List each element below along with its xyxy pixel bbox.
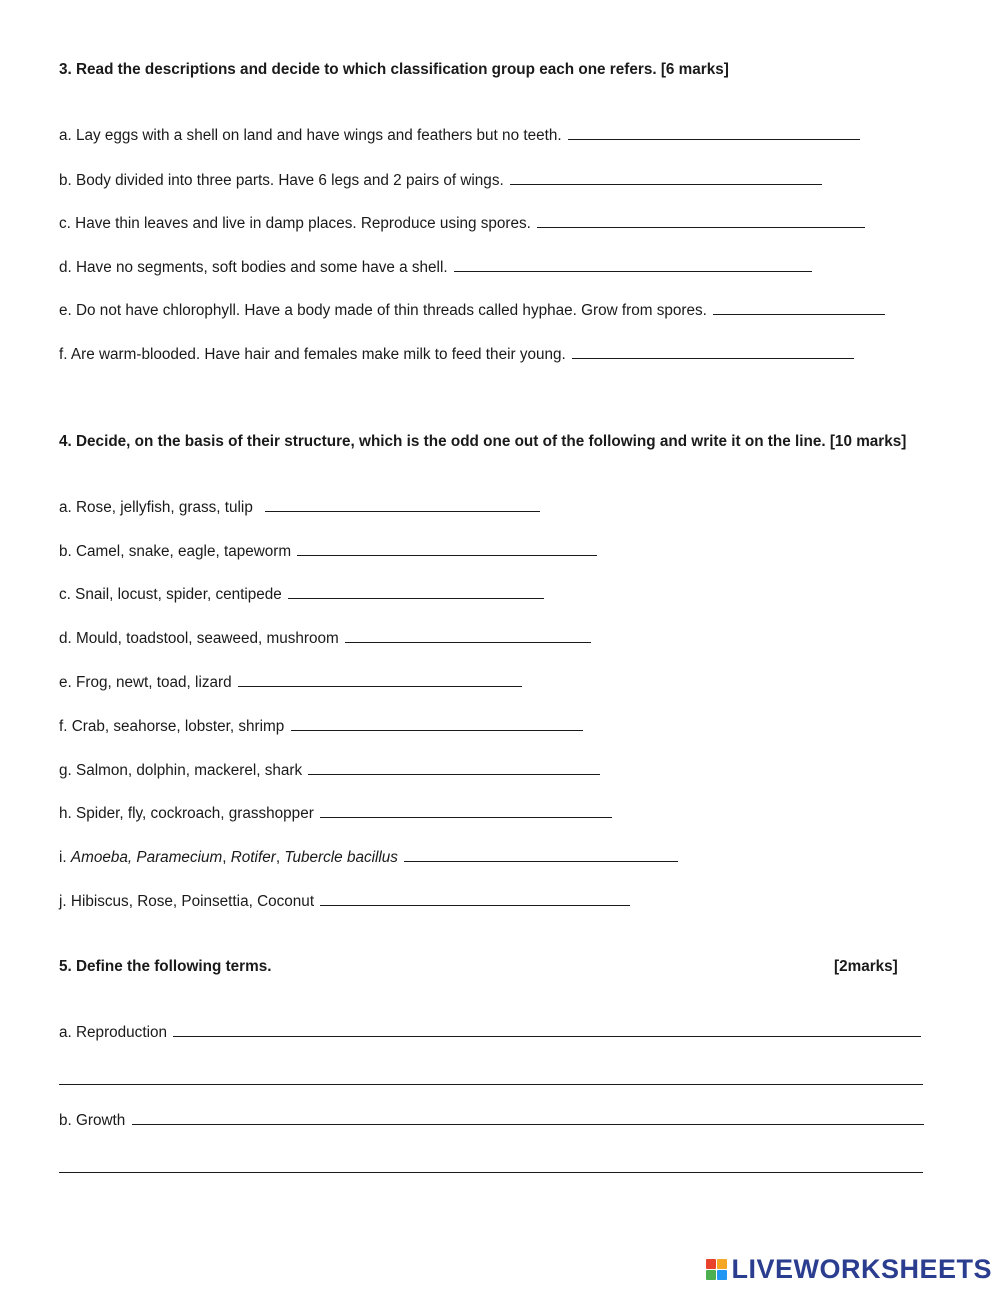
q3-item-c xyxy=(59,213,865,234)
logo-blocks-icon xyxy=(706,1259,727,1280)
q4-answer-b[interactable] xyxy=(297,541,597,556)
q4-item-i xyxy=(59,847,678,868)
q4-answer-d[interactable] xyxy=(345,628,591,643)
q4-item-e-text: e. Frog, newt, toad, lizard xyxy=(59,674,232,691)
q3-item-f-text: f. Are warm-blooded. Have hair and females make milk to feed their young. xyxy=(59,346,566,363)
q3-item-a xyxy=(59,125,860,146)
q4-item-a-text: a. Rose, jellyfish, grass, tulip xyxy=(59,499,253,516)
q4-item-f-text: f. Crab, seahorse, lobster, shrimp xyxy=(59,718,285,735)
q4-item-e xyxy=(59,672,522,693)
logo-block xyxy=(717,1259,727,1269)
q5-answer-a-line1[interactable] xyxy=(173,1022,921,1037)
q3-item-b-text: b. Body divided into three parts. Have 6 legs and 2 pairs of wings. xyxy=(59,172,504,189)
q3-answer-b[interactable] xyxy=(510,170,822,185)
q3-item-b xyxy=(59,170,822,191)
q4-item-i-organisms-1: Amoeba, Paramecium xyxy=(70,849,223,866)
q3-item-d-text: d. Have no segments, soft bodies and some have a shell. xyxy=(59,259,448,276)
q4-item-j-text: j. Hibiscus, Rose, Poinsettia, Coconut xyxy=(59,893,315,910)
q5-item-b xyxy=(59,1110,924,1131)
q4-item-i-sep-2: , xyxy=(275,849,285,866)
q4-item-i-label: i. xyxy=(59,849,71,866)
q3-item-a-text: a. Lay eggs with a shell on land and have wings and feathers but no teeth. xyxy=(59,127,562,144)
q3-item-c-text: c. Have thin leaves and live in damp places. Reproduce using spores. xyxy=(59,215,531,232)
q5-item-b-text: b. Growth xyxy=(59,1112,126,1129)
q5-item-a-text: a. Reproduction xyxy=(59,1024,167,1041)
q4-answer-i[interactable] xyxy=(404,847,678,862)
q3-answer-c[interactable] xyxy=(537,213,865,228)
q4-item-b xyxy=(59,541,597,562)
q3-item-e-text: e. Do not have chlorophyll. Have a body made of thin threads called hyphae. Grow from spores. xyxy=(59,302,707,319)
q5-answer-a-line2[interactable] xyxy=(59,1084,923,1085)
q4-item-b-text: b. Camel, snake, eagle, tapeworm xyxy=(59,543,292,560)
q4-item-a xyxy=(59,497,540,518)
q3-answer-d[interactable] xyxy=(454,257,812,272)
liveworksheets-logo xyxy=(706,1254,992,1285)
q4-item-h xyxy=(59,803,612,824)
q3-item-f xyxy=(59,344,854,365)
q4-item-c-text: c. Snail, locust, spider, centipede xyxy=(59,586,282,603)
q5-item-a xyxy=(59,1022,921,1043)
q4-answer-f[interactable] xyxy=(291,716,583,731)
q4-item-i-organisms-3: Tubercle bacillus xyxy=(284,849,398,866)
q5-answer-b-line1[interactable] xyxy=(132,1110,924,1125)
q4-item-f xyxy=(59,716,583,737)
q5-marks: [2marks] xyxy=(834,958,898,975)
q4-answer-h[interactable] xyxy=(320,803,612,818)
q4-item-d-text: d. Mould, toadstool, seaweed, mushroom xyxy=(59,630,339,647)
q4-answer-a[interactable] xyxy=(265,497,540,512)
q4-item-j xyxy=(59,891,630,912)
q4-item-h-text: h. Spider, fly, cockroach, grasshopper xyxy=(59,805,314,822)
logo-block xyxy=(717,1270,727,1280)
q4-item-g xyxy=(59,760,600,781)
q4-item-d xyxy=(59,628,591,649)
q3-answer-e[interactable] xyxy=(713,300,885,315)
q3-heading: 3. Read the descriptions and decide to which classification group each one refers. [6 marks] xyxy=(59,61,729,78)
q4-answer-g[interactable] xyxy=(308,760,600,775)
q4-heading: 4. Decide, on the basis of their structure, which is the odd one out of the following and write it on the line. [10 marks] xyxy=(59,433,907,450)
q3-answer-a[interactable] xyxy=(568,125,860,140)
q4-item-g-text: g. Salmon, dolphin, mackerel, shark xyxy=(59,762,303,779)
logo-block xyxy=(706,1259,716,1269)
logo-block xyxy=(706,1270,716,1280)
q3-answer-f[interactable] xyxy=(572,344,854,359)
q3-item-e xyxy=(59,300,885,321)
q5-heading: 5. Define the following terms. xyxy=(59,958,272,975)
q4-item-i-sep-1: , xyxy=(222,849,231,866)
q4-item-c xyxy=(59,584,544,605)
q3-item-d xyxy=(59,257,812,278)
q4-answer-c[interactable] xyxy=(288,584,544,599)
q4-item-i-organisms-2: Rotifer xyxy=(230,849,276,866)
q4-answer-j[interactable] xyxy=(320,891,630,906)
logo-text: LIVEWORKSHEETS xyxy=(731,1254,992,1284)
q5-answer-b-line2[interactable] xyxy=(59,1172,923,1173)
q4-answer-e[interactable] xyxy=(238,672,522,687)
